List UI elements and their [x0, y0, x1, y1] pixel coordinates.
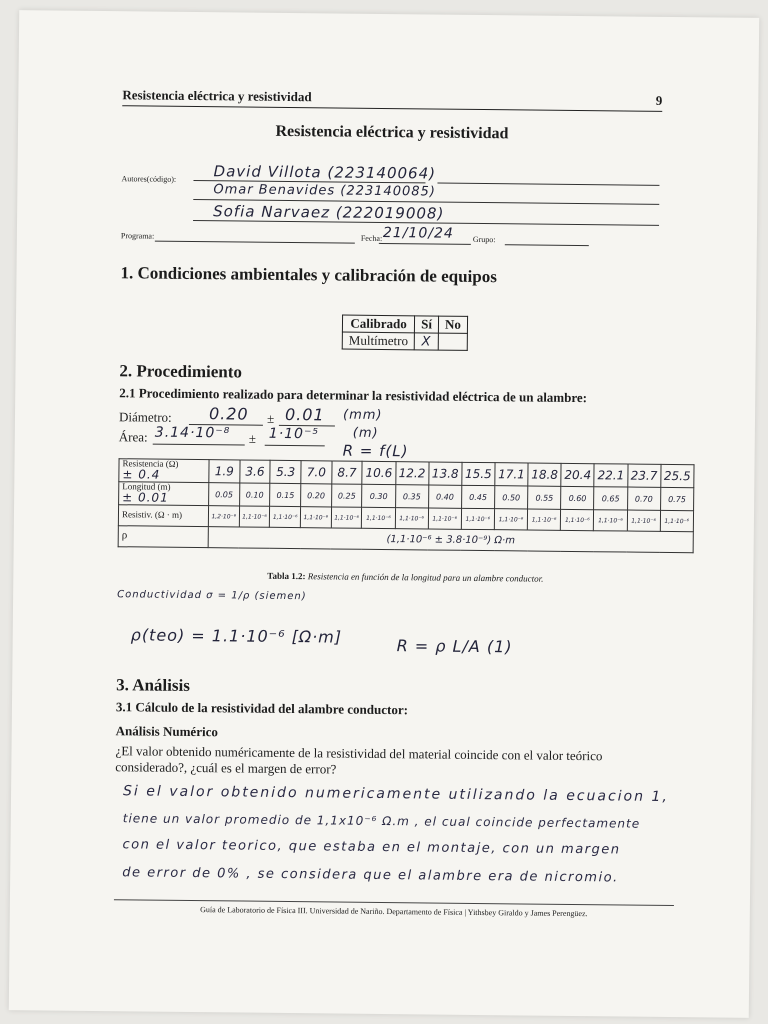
- length-cell: 0.60: [561, 486, 594, 509]
- answer-line-4: de error de 0% , se considera que el alambre era de nicromio.: [122, 865, 619, 886]
- diameter-label: Diámetro:: [118, 409, 172, 425]
- numeric-analysis-heading: Análisis Numérico: [115, 723, 218, 740]
- caption-text: Resistencia en función de la longitud para un alambre conductor.: [307, 571, 544, 584]
- length-cell: 0.55: [528, 486, 561, 509]
- resistance-cell: 12.2: [395, 462, 428, 485]
- section-3-heading: 3. Análisis: [116, 675, 190, 695]
- length-header: [119, 482, 209, 506]
- length-cell: 0.65: [594, 487, 627, 510]
- resistance-header: [119, 459, 209, 483]
- calibration-header: Calibrado: [342, 315, 414, 333]
- authors-label: Autores(código):: [121, 174, 177, 184]
- resistance-cell: 15.5: [462, 462, 495, 485]
- rho-value: (1,1·10⁻⁶ ± 3.8·10⁻⁹) Ω·m: [208, 527, 693, 553]
- resistance-table: [118, 458, 695, 553]
- page-footer: Guía de Laboratorio de Física III. Universidad de Nariño. Departamento de Física | Yithsbey Giraldo y James Perengüez.: [114, 899, 674, 919]
- length-cell: 0.70: [627, 487, 660, 510]
- area-label: Área:: [118, 429, 148, 445]
- length-cell: 0.35: [395, 485, 428, 508]
- resistivity-cell: 1,1·10⁻⁶: [494, 509, 527, 530]
- resistance-cell: 20.4: [561, 463, 594, 486]
- section-2-heading: 2. Procedimiento: [119, 361, 243, 382]
- rho-theoretical-note: ρ(teo) = 1.1·10⁻⁶ [Ω·m]: [130, 625, 343, 647]
- resistivity-cell: 1,1·10⁻⁶: [300, 507, 331, 528]
- rho-label: ρ: [118, 526, 208, 548]
- table-caption: [117, 569, 693, 585]
- formula-note: R = ρ L/A (1): [396, 636, 513, 657]
- length-cell: 0.75: [660, 487, 694, 510]
- conductivity-note: Conductividad σ = 1/ρ (siemen): [117, 589, 307, 603]
- resistivity-cell: 1,1·10⁻⁶: [428, 508, 461, 529]
- author-2: Omar Benavides (223140085): [213, 182, 436, 200]
- resistivity-cell: 1,1·10⁻⁶: [331, 507, 362, 528]
- resistance-cell: 3.6: [240, 460, 271, 483]
- analysis-question: ¿El valor obtenido numéricamente de la resistividad del material coincide con el valor teórico considerado?, ¿cuál es el margen de error?: [115, 743, 603, 777]
- answer-line-1: Si el valor obtenido numericamente utilizando la ecuacion 1,: [122, 783, 669, 805]
- resistance-cell: 13.8: [429, 462, 462, 485]
- diameter-error: 0.01: [284, 404, 325, 425]
- diameter-unit: (mm): [342, 407, 383, 423]
- length-cell: 0.30: [362, 484, 395, 507]
- page-title: Resistencia eléctrica y resistividad: [275, 122, 509, 143]
- length-cell: 0.05: [209, 483, 240, 506]
- running-header: [122, 87, 662, 112]
- length-cell: 0.40: [428, 485, 461, 508]
- resistivity-label: Resistiv. (Ω · m): [118, 505, 208, 527]
- running-title: Resistencia eléctrica y resistividad: [122, 87, 312, 105]
- resistance-cell: 8.7: [332, 461, 363, 484]
- program-label: Programa:: [120, 231, 155, 241]
- length-cell: 0.20: [301, 484, 332, 507]
- diameter-plus-minus: ±: [266, 410, 275, 426]
- area-plus-minus: ±: [248, 430, 257, 446]
- group-label: Grupo:: [472, 234, 496, 245]
- resistance-cell: 10.6: [362, 461, 395, 484]
- length-cell: 0.50: [495, 486, 528, 509]
- resistance-cell: 22.1: [594, 464, 627, 487]
- section-2-1-heading: 2.1 Procedimiento realizado para determinar la resistividad eléctrica de un alambre:: [119, 385, 588, 406]
- length-cell: 0.15: [270, 483, 301, 506]
- answer-line-3: con el valor teorico, que estaba en el montaje, con un margen: [122, 837, 621, 858]
- resistivity-cell: 1,1·10⁻⁶: [561, 509, 594, 530]
- length-error: ± 0.01: [122, 490, 169, 506]
- resistivity-cell: 1,1·10⁻⁶: [527, 509, 560, 530]
- length-label: Longitud (m): [122, 481, 171, 492]
- calibration-table: [342, 315, 468, 351]
- resistance-label: Resistencia (Ω): [122, 458, 179, 469]
- multimeter-si-mark: X: [414, 333, 438, 350]
- section-1-heading: 1. Condiciones ambientales y calibración de equipos: [120, 263, 497, 287]
- length-cell: 0.45: [461, 485, 494, 508]
- author-3: Sofia Narvaez (222019008): [213, 202, 445, 223]
- length-cell: 0.10: [239, 483, 270, 506]
- answer-line-2: tiene un valor promedio de 1,1x10⁻⁶ Ω.m , el cual coincide perfectamente: [122, 811, 641, 831]
- resistance-error: ± 0.4: [122, 467, 161, 483]
- resistivity-cell: 1,1·10⁻⁶: [362, 507, 395, 528]
- calibration-header-si: Sí: [415, 316, 439, 333]
- area-value: 3.14·10⁻⁸: [154, 424, 231, 442]
- section-3-1-heading: 3.1 Cálculo de la resistividad del alambre conductor:: [115, 699, 409, 718]
- resistance-cell: 17.1: [495, 463, 528, 486]
- resistance-cell: 25.5: [660, 464, 694, 487]
- relation-note: R = f(L): [342, 441, 409, 461]
- date-label: Fecha:: [360, 233, 383, 243]
- date-value: 21/10/24: [382, 224, 454, 242]
- caption-label: Tabla 1.2:: [267, 570, 306, 582]
- author-1: David Villota (223140064): [213, 162, 437, 183]
- resistivity-cell: 1,1·10⁻⁶: [395, 508, 428, 529]
- resistance-cell: 23.7: [627, 464, 660, 487]
- multimeter-label: Multímetro: [342, 332, 414, 350]
- scanned-page: [9, 10, 759, 1018]
- resistivity-cell: 1,1·10⁻⁶: [594, 510, 627, 531]
- multimeter-no-cell: [438, 333, 467, 350]
- area-unit: (m): [352, 425, 379, 441]
- page-number: 9: [655, 92, 663, 108]
- resistance-cell: 18.8: [528, 463, 561, 486]
- diameter-value: 0.20: [208, 404, 249, 424]
- resistivity-cell: 1,1·10⁻⁶: [270, 506, 301, 527]
- resistance-cell: 1.9: [209, 460, 240, 483]
- calibration-header-no: No: [438, 316, 467, 333]
- resistivity-cell: 1,1·10⁻⁶: [239, 506, 270, 527]
- resistivity-cell: 1,1·10⁻⁶: [627, 510, 660, 531]
- resistivity-cell: 1,2·10⁻⁶: [208, 506, 239, 527]
- resistivity-cell: 1,1·10⁻⁶: [461, 508, 494, 529]
- length-cell: 0.25: [331, 484, 362, 507]
- resistance-cell: 7.0: [301, 461, 332, 484]
- area-error: 1·10⁻⁵: [268, 425, 320, 443]
- resistance-cell: 5.3: [270, 460, 301, 483]
- resistivity-cell: 1,1·10⁻⁶: [660, 510, 694, 531]
